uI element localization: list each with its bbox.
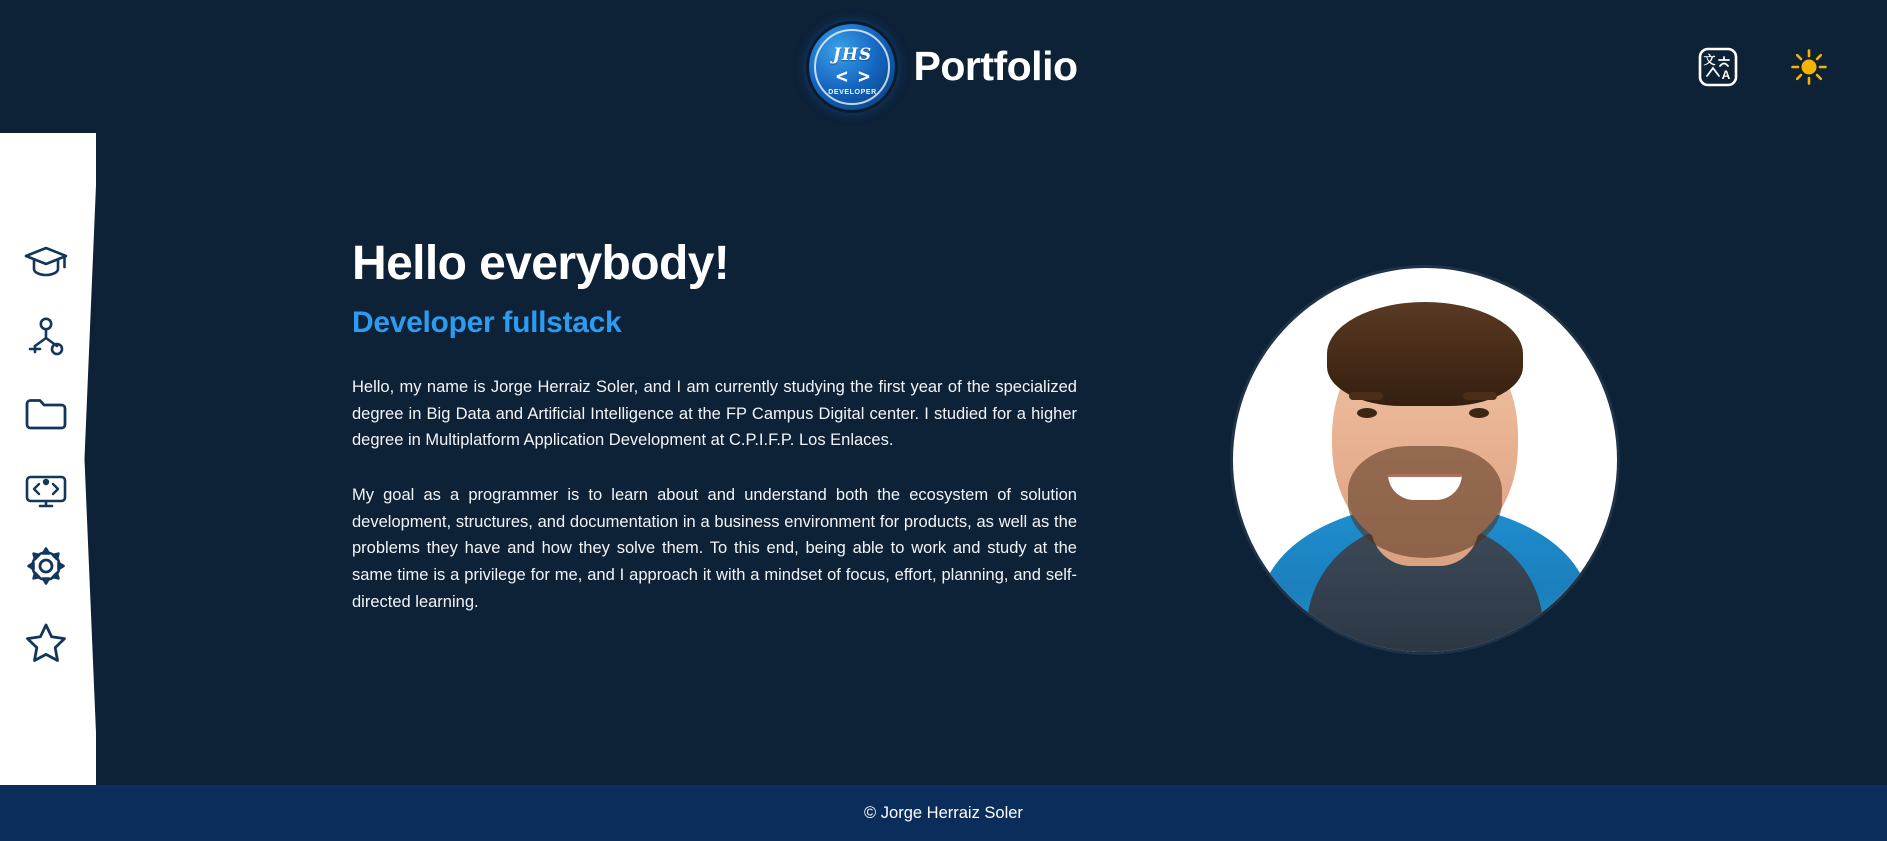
site-footer: [0, 785, 1887, 841]
header-actions: [1697, 46, 1829, 88]
photo-eye-right: [1469, 408, 1489, 418]
logo-subtitle: DEVELOPER: [828, 88, 877, 96]
sidebar-item-settings[interactable]: [19, 545, 73, 587]
photo-brow-right: [1463, 392, 1497, 400]
role-subtitle: Developer fullstack: [352, 305, 622, 339]
photo-brow-left: [1349, 392, 1383, 400]
star-icon: [23, 620, 69, 664]
bio-paragraph-1: Hello, my name is Jorge Herraiz Soler, and I am currently studying the first year of the specialized degree in Big Data and Artificial Intelligence at the FP Campus Digital center. I studied for a higher degree in Multiplatform Application Development at C.P.I.F.P. Los Enlaces.: [352, 377, 1077, 450]
svg-text:文: 文: [1703, 53, 1716, 67]
logo-chevrons: < >: [835, 63, 870, 88]
folder-icon: [23, 395, 69, 433]
jhs-logo-icon[interactable]: [809, 24, 895, 110]
page-title: Portfolio: [913, 43, 1078, 89]
brand[interactable]: [809, 24, 1077, 110]
sidebar-item-projects[interactable]: [19, 393, 73, 435]
site-header: [0, 0, 1887, 133]
sidebar-item-experience[interactable]: [19, 469, 73, 511]
person-skills-icon: [23, 316, 69, 360]
logo-monogram: JHS: [832, 44, 873, 65]
main-content: [96, 133, 1887, 785]
sun-icon[interactable]: [1789, 47, 1829, 87]
photo-beard: [1348, 446, 1502, 558]
copyright-text: © Jorge Herraiz Soler: [864, 803, 1023, 822]
sidebar-nav: [0, 133, 96, 785]
sidebar-item-favorites[interactable]: [19, 621, 73, 663]
gear-icon: [23, 544, 69, 588]
graduation-cap-icon: [23, 242, 69, 282]
intro-block: [352, 238, 1077, 616]
desktop-code-icon: [23, 470, 69, 510]
sidebar-item-skills[interactable]: [19, 317, 73, 359]
photo-hair: [1327, 302, 1523, 406]
profile-photo-wrapper: [1233, 268, 1617, 652]
bio-paragraph-2: My goal as a programmer is to learn about and understand both the ecosystem of solution development, structures, and documentation in a business environment for products, as well as the problems they have and how they solve them. To this end, being able to work and study at the same time is a privilege for me, and I approach it with a mindset of focus, effort, planning, and self-directed learning.: [352, 485, 1077, 611]
avatar: [1233, 268, 1617, 652]
svg-text:A: A: [1721, 68, 1731, 82]
photo-eye-left: [1357, 408, 1377, 418]
sidebar-item-education[interactable]: [19, 241, 73, 283]
greeting-heading: Hello everybody!: [352, 237, 730, 290]
language-icon[interactable]: [1697, 46, 1739, 88]
